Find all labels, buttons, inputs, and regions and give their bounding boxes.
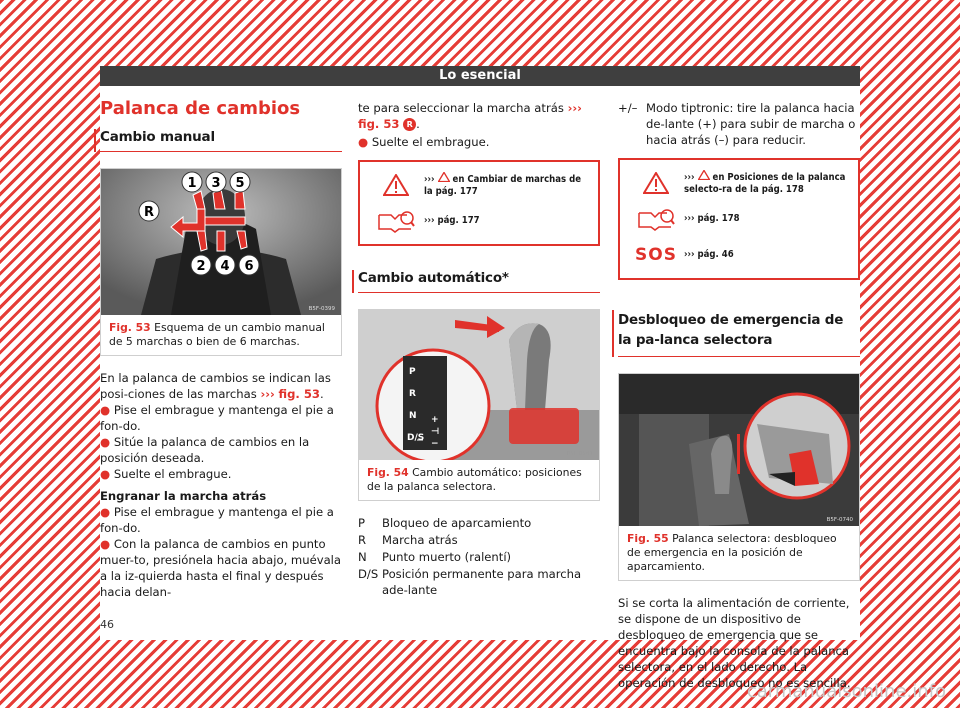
definition-row bbox=[358, 566, 600, 598]
figure-caption bbox=[101, 315, 341, 349]
bullet-text: Sitúe la palanca de cambios en la posición deseada. bbox=[100, 435, 310, 465]
paragraph-text: En la palanca de cambios se indican las posi-ciones de las marchas bbox=[100, 371, 331, 401]
gear-label-5: 5 bbox=[235, 176, 245, 191]
definition-value: Modo tiptronic: tire la palanca hacia de-lante (+) para subir de marcha o hacia atrás (–) para reducir. bbox=[646, 101, 856, 147]
info-row bbox=[628, 204, 850, 234]
figure-caption bbox=[619, 526, 859, 574]
paragraph-end: . bbox=[320, 387, 324, 401]
definition-key: P bbox=[358, 516, 365, 530]
svg-text:⊣: ⊣ bbox=[431, 427, 440, 437]
gear-label-4: 4 bbox=[220, 259, 230, 274]
bullet-icon: ● bbox=[100, 505, 111, 519]
bullet-item bbox=[100, 466, 342, 482]
section-header: Lo esencial bbox=[100, 66, 860, 86]
bullet-icon: ● bbox=[100, 435, 111, 449]
sos-ref-text[interactable] bbox=[684, 249, 734, 261]
automatic-selector-illustration bbox=[359, 310, 599, 460]
info-text: pág. 46 bbox=[697, 249, 734, 260]
column-1 bbox=[100, 92, 342, 600]
bullet-text: Con la palanca de cambios en punto muer-to, presiónela hacia abajo, muévala a la iz-quierda hasta el final y después hacia delan- bbox=[100, 537, 342, 599]
page-title: Palanca de cambios bbox=[100, 98, 301, 119]
gear-label-3: 3 bbox=[211, 176, 221, 191]
warning-triangle-icon bbox=[628, 172, 684, 194]
warning-text: en Posiciones de la palanca selecto-ra de la pág. 178 bbox=[684, 172, 846, 195]
bullet-item bbox=[358, 134, 600, 150]
definition-value: Marcha atrás bbox=[382, 533, 458, 547]
warning-triangle-icon bbox=[698, 170, 710, 180]
gear-label-r: R bbox=[143, 205, 155, 220]
definition-key: N bbox=[358, 550, 367, 564]
gate-label-r: R bbox=[409, 389, 416, 399]
info-row bbox=[368, 206, 590, 236]
definition-row bbox=[358, 515, 600, 531]
chevron-right-icon: ››› bbox=[260, 387, 275, 401]
figure-55-image bbox=[619, 374, 859, 526]
chevron-right-icon: ››› bbox=[684, 249, 695, 260]
bullet-text: Suelte el embrague. bbox=[113, 467, 232, 481]
figure-53-image bbox=[101, 169, 341, 315]
figure-54 bbox=[358, 309, 600, 501]
column-3 bbox=[618, 100, 860, 691]
definition-key: R bbox=[358, 533, 367, 547]
emergency-release-illustration bbox=[619, 374, 859, 526]
column-2 bbox=[358, 100, 600, 599]
info-text: pág. 178 bbox=[697, 213, 740, 224]
gear-label-6: 6 bbox=[244, 259, 254, 274]
bullet-item bbox=[100, 536, 342, 600]
info-text: pág. 177 bbox=[437, 215, 480, 226]
paragraph-text: te para seleccionar la marcha atrás bbox=[358, 101, 564, 115]
gate-label-p: P bbox=[409, 367, 416, 377]
bullet-icon: ● bbox=[100, 537, 111, 551]
definition-value: Punto muerto (ralentí) bbox=[382, 550, 512, 564]
figure-label: Fig. 54 bbox=[367, 466, 409, 479]
chevron-right-icon: ››› bbox=[684, 213, 695, 224]
callout-r-badge: R bbox=[403, 118, 416, 131]
bullet-item bbox=[100, 504, 342, 536]
gear-label-1: 1 bbox=[187, 176, 197, 191]
position-definitions bbox=[358, 515, 600, 598]
gate-label-ds: D/S bbox=[407, 433, 425, 443]
bullet-text: Pise el embrague y mantenga el pie a fon-do. bbox=[100, 403, 334, 433]
warning-box bbox=[618, 158, 860, 280]
warning-triangle-icon bbox=[368, 174, 424, 196]
figure-caption-text: Esquema de un cambio manual de 5 marchas o bien de 6 marchas. bbox=[109, 321, 325, 348]
figure-caption-text: Palanca selectora: desbloqueo de emergencia en la posición de aparcamiento. bbox=[627, 532, 837, 573]
figure-label: Fig. 55 bbox=[627, 532, 669, 545]
figure-55 bbox=[618, 373, 860, 581]
warning-ref-text[interactable] bbox=[424, 172, 590, 198]
figure-code: B5F-0399 bbox=[308, 306, 335, 312]
warning-row bbox=[628, 168, 850, 198]
watermark: carmanualsonline.info bbox=[746, 681, 946, 702]
manual-gearbox-illustration bbox=[101, 169, 341, 315]
paragraph-continued bbox=[358, 100, 600, 132]
warning-row bbox=[368, 170, 590, 200]
subheading: Engranar la marcha atrás bbox=[100, 489, 267, 503]
chevron-right-icon: ››› bbox=[424, 174, 435, 185]
figure-code: B5F-0740 bbox=[826, 517, 853, 523]
definition-key: +/– bbox=[618, 101, 638, 115]
sos-icon bbox=[628, 245, 684, 265]
figure-caption bbox=[359, 460, 599, 494]
warning-triangle-icon bbox=[438, 172, 450, 182]
definition-row bbox=[358, 549, 600, 565]
bullet-icon: ● bbox=[358, 135, 369, 149]
info-ref-text[interactable] bbox=[684, 213, 740, 225]
gear-label-2: 2 bbox=[196, 259, 206, 274]
section-heading-emergency: Desbloqueo de emergencia de la pa-lanca selectora bbox=[618, 310, 860, 357]
bullet-text: Suelte el embrague. bbox=[371, 135, 490, 149]
section-heading-manual: Cambio manual bbox=[100, 129, 342, 152]
book-magnifier-icon bbox=[628, 207, 684, 231]
definition-row bbox=[358, 532, 600, 548]
paragraph: Si se corta la alimentación de corriente, se dispone de un dispositivo de desbloqueo de emergencia que se encuentra bajo la consola de la palanca selectora, en el lado derecho. La operación de desbloqueo no es sencilla. bbox=[618, 596, 851, 690]
warning-ref-text[interactable] bbox=[684, 170, 850, 196]
section-heading-automatic: Cambio automático* bbox=[358, 270, 600, 293]
paragraph-end: . bbox=[416, 117, 420, 131]
figure-code: B5F-0581 bbox=[566, 451, 593, 457]
bullet-item bbox=[100, 434, 342, 466]
gate-label-n: N bbox=[409, 411, 417, 421]
page-number: 46 bbox=[100, 618, 114, 631]
paragraph bbox=[100, 370, 342, 402]
svg-text:+: + bbox=[431, 415, 439, 425]
sos-row bbox=[628, 240, 850, 270]
figure-label: Fig. 53 bbox=[109, 321, 151, 334]
figure-link[interactable]: fig. 53 bbox=[358, 117, 400, 131]
chevron-right-icon: ››› bbox=[684, 172, 695, 183]
info-ref-text[interactable] bbox=[424, 215, 480, 227]
figure-link[interactable]: fig. 53 bbox=[278, 387, 320, 401]
definition-row bbox=[618, 100, 860, 148]
chevron-right-icon: ››› bbox=[567, 101, 582, 115]
definition-key: D/S bbox=[358, 567, 379, 581]
bullet-text: Pise el embrague y mantenga el pie a fon-do. bbox=[100, 505, 334, 535]
bullet-icon: ● bbox=[100, 403, 111, 417]
chevron-right-icon: ››› bbox=[424, 215, 435, 226]
warning-box bbox=[358, 160, 600, 246]
figure-54-image bbox=[359, 310, 599, 460]
bullet-item bbox=[100, 402, 342, 434]
bullet-icon: ● bbox=[100, 467, 111, 481]
warning-text: en Cambiar de marchas de la pág. 177 bbox=[424, 174, 582, 197]
definition-value: Bloqueo de aparcamiento bbox=[382, 516, 532, 530]
figure-53 bbox=[100, 168, 342, 356]
sos-label: SOS bbox=[635, 245, 677, 265]
book-magnifier-icon bbox=[368, 209, 424, 233]
tiptronic-definition bbox=[618, 100, 860, 148]
svg-text:−: − bbox=[431, 439, 439, 449]
definition-value: Posición permanente para marcha ade-lante bbox=[382, 567, 582, 597]
figure-caption-text: Cambio automático: posiciones de la palanca selectora. bbox=[367, 466, 582, 493]
